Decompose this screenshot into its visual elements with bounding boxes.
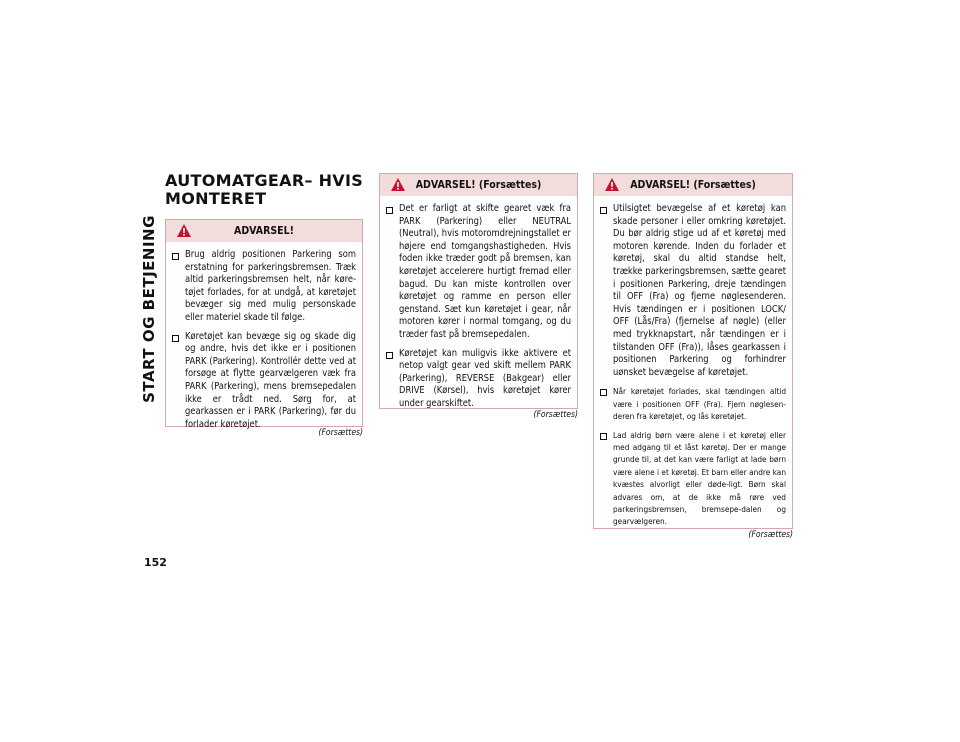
list-item-text: Brug aldrig positionen Parkering som erstatning for parkeringsbremsen. Træk altid parkeringsbremsen helt, når køre-tøjet forlades, for at undgå, at køretøjet bevæger sig med mulig personskade eller materiel skade til følge.	[185, 249, 356, 323]
warning-box-header	[594, 174, 792, 196]
checkbox-bullet-icon	[172, 335, 179, 342]
warning-box-header	[380, 174, 577, 196]
warning-box-3	[593, 173, 793, 529]
continued-label: (Forsættes)	[748, 530, 793, 540]
list-item-text: Køretøjet kan bevæge sig og skade dig og andre, hvis det ikke er i positionen PARK (Parkering). Kontrollér dette ved at forsøge at flytte gearvælgeren væk fra PARK (Parkering), mens bremsepedalen ikke er trådt ned. Sørg for, at gearkassen er i PARK (Parkering), før du forlader køretøjet.	[185, 330, 356, 430]
warning-triangle-icon	[176, 223, 192, 238]
list-item	[386, 203, 571, 342]
warning-box-title: ADVARSEL! (Forsættes)	[630, 179, 756, 191]
checkbox-bullet-icon	[600, 207, 607, 214]
checkbox-bullet-icon	[600, 389, 607, 396]
list-item-text: Lad aldrig børn være alene i et køretøj eller med adgang til et låst køretøj. Der er mange grunde til, at det kan være farligt at lade børn være alene i et køretøj. Et barn eller andre kan kvæstes alvorligt eller døde-ligt. Børn skal advares om, at de ikke må røre ved parkeringsbremsen, bremsepe-dalen og gearvælgeren.	[613, 429, 786, 527]
warning-box-title: ADVARSEL! (Forsættes)	[415, 179, 542, 191]
continued-label: (Forsættes)	[318, 428, 363, 438]
section-title: AUTOMATGEAR– HVIS MONTERET	[165, 171, 364, 208]
checkbox-bullet-icon	[386, 207, 393, 214]
list-item	[172, 331, 356, 432]
list-item	[600, 429, 786, 528]
list-item	[172, 249, 356, 325]
warning-box-header	[166, 220, 362, 242]
checkbox-bullet-icon	[600, 433, 607, 440]
continued-label: (Forsættes)	[533, 410, 578, 420]
section-tab	[140, 170, 158, 448]
checkbox-bullet-icon	[386, 352, 393, 359]
page-number: 152	[144, 556, 167, 569]
list-item-text: Når køretøjet forlades, skal tændingen altid være i positionen OFF (Fra). Fjern nøglesen-deren fra køretøjet, og lås køretøjet.	[613, 386, 786, 422]
list-item-text: Køretøjet kan muligvis ikke aktivere et netop valgt gear ved skift mellem PARK (Parkering), REVERSE (Bakgear) eller DRIVE (Kørsel), hvis køretøjet kører under gearskiftet.	[399, 347, 571, 409]
warning-box-1	[165, 219, 363, 430]
warning-triangle-icon	[390, 177, 406, 192]
section-tab-label: START OG BETJENING	[140, 215, 158, 403]
list-item	[600, 203, 786, 379]
warning-box-2	[379, 173, 578, 409]
checkbox-bullet-icon	[172, 253, 179, 260]
warning-triangle-icon	[604, 177, 620, 192]
warning-box-title: ADVARSEL!	[234, 225, 294, 237]
list-item-text: Utilsigtet bevægelse af et køretøj kan skade personer i eller omkring køretøjet. Du bør aldrig stige ud af et køretøj med motoren kørende. Inden du forlader et køretøj, skal du altid standse helt, trække parkeringsbremsen, sætte gearet i positionen Parkering, dreje tændingen til OFF (Fra) og fjerne nøglesenderen. Hvis tændingen er i positionen LOCK/ OFF (Lås/Fra) (fjernelse af nøgle) (eller med trykknapstart, når tændingen er i tilstanden OFF (Fra)), låses gearkassen i positionen Parkering og forhindrer uønsket bevægelse af køretøjet.	[613, 203, 786, 378]
list-item	[600, 385, 786, 422]
list-item	[386, 348, 571, 411]
list-item-text: Det er farligt at skifte gearet væk fra PARK (Parkering) eller NEUTRAL (Neutral), hvis motoromdrejningstallet er højere end tomgangshastigheden. Hvis foden ikke træder godt på bremsen, kan køretøjet accelerere hurtigt fremad eller bagud. Du kan miste kontrollen over køretøjet og ramme en person eller genstand. Sæt kun køretøjet i gear, når motoren kører i normal tomgang, og du træder fast på bremsepedalen.	[399, 203, 571, 340]
